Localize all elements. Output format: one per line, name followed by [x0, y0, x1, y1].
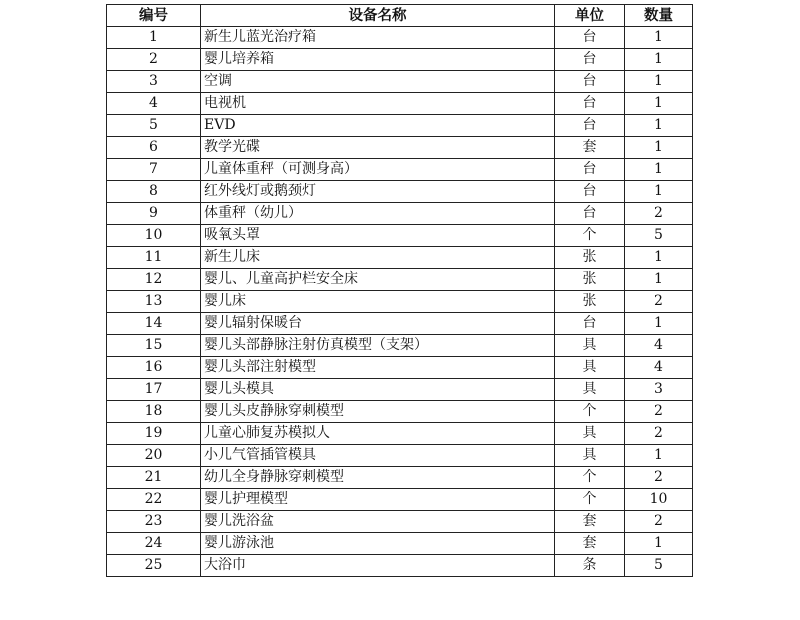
- cell-unit: 张: [555, 269, 625, 291]
- cell-quantity: 1: [625, 159, 693, 181]
- cell-name: 小儿气管插管模具: [201, 445, 555, 467]
- cell-name: 电视机: [201, 93, 555, 115]
- table-row: [107, 357, 693, 379]
- cell-quantity: 1: [625, 71, 693, 93]
- cell-unit: 具: [555, 357, 625, 379]
- cell-unit: 台: [555, 49, 625, 71]
- table-row: [107, 423, 693, 445]
- cell-name: 空调: [201, 71, 555, 93]
- cell-name: 吸氧头罩: [201, 225, 555, 247]
- cell-number: 1: [107, 27, 201, 49]
- cell-name: 儿童心肺复苏模拟人: [201, 423, 555, 445]
- table-row: [107, 181, 693, 203]
- cell-quantity: 1: [625, 115, 693, 137]
- cell-number: 7: [107, 159, 201, 181]
- cell-number: 6: [107, 137, 201, 159]
- cell-unit: 具: [555, 335, 625, 357]
- cell-quantity: 1: [625, 49, 693, 71]
- cell-unit: 张: [555, 291, 625, 313]
- cell-name: 幼儿全身静脉穿刺模型: [201, 467, 555, 489]
- cell-quantity: 4: [625, 335, 693, 357]
- cell-unit: 具: [555, 379, 625, 401]
- cell-name: 婴儿辐射保暖台: [201, 313, 555, 335]
- cell-number: 20: [107, 445, 201, 467]
- cell-unit: 套: [555, 137, 625, 159]
- cell-unit: 台: [555, 27, 625, 49]
- cell-number: 25: [107, 555, 201, 577]
- cell-name: 新生儿蓝光治疗箱: [201, 27, 555, 49]
- header-number: 编号: [107, 5, 201, 27]
- cell-unit: 条: [555, 555, 625, 577]
- cell-number: 9: [107, 203, 201, 225]
- cell-number: 13: [107, 291, 201, 313]
- cell-name: 婴儿头模具: [201, 379, 555, 401]
- cell-quantity: 1: [625, 445, 693, 467]
- cell-number: 8: [107, 181, 201, 203]
- cell-name: 婴儿头部注射模型: [201, 357, 555, 379]
- cell-name: 新生儿床: [201, 247, 555, 269]
- cell-quantity: 2: [625, 423, 693, 445]
- cell-name: 体重秤（幼儿）: [201, 203, 555, 225]
- table-row: [107, 247, 693, 269]
- cell-quantity: 2: [625, 203, 693, 225]
- cell-number: 3: [107, 71, 201, 93]
- header-name: 设备名称: [201, 5, 555, 27]
- cell-number: 16: [107, 357, 201, 379]
- cell-quantity: 5: [625, 555, 693, 577]
- table-row: [107, 137, 693, 159]
- table-row: [107, 291, 693, 313]
- cell-name: 婴儿培养箱: [201, 49, 555, 71]
- cell-name: 婴儿头皮静脉穿刺模型: [201, 401, 555, 423]
- cell-name: 婴儿、儿童高护栏安全床: [201, 269, 555, 291]
- cell-number: 4: [107, 93, 201, 115]
- cell-name: 教学光碟: [201, 137, 555, 159]
- table-row: [107, 489, 693, 511]
- table-row: [107, 555, 693, 577]
- cell-unit: 张: [555, 247, 625, 269]
- cell-unit: 台: [555, 71, 625, 93]
- table-row: [107, 71, 693, 93]
- cell-unit: 个: [555, 401, 625, 423]
- cell-number: 14: [107, 313, 201, 335]
- equipment-table: [106, 4, 693, 577]
- cell-number: 22: [107, 489, 201, 511]
- cell-quantity: 3: [625, 379, 693, 401]
- table-row: [107, 335, 693, 357]
- cell-number: 11: [107, 247, 201, 269]
- cell-name: 婴儿头部静脉注射仿真模型（支架）: [201, 335, 555, 357]
- table-row: [107, 313, 693, 335]
- cell-unit: 台: [555, 159, 625, 181]
- cell-unit: 个: [555, 225, 625, 247]
- cell-number: 23: [107, 511, 201, 533]
- cell-unit: 具: [555, 445, 625, 467]
- cell-name: 婴儿床: [201, 291, 555, 313]
- table-body: [107, 27, 693, 577]
- table-row: [107, 445, 693, 467]
- table-row: [107, 159, 693, 181]
- cell-quantity: 1: [625, 181, 693, 203]
- cell-number: 18: [107, 401, 201, 423]
- cell-number: 17: [107, 379, 201, 401]
- cell-number: 5: [107, 115, 201, 137]
- cell-quantity: 2: [625, 291, 693, 313]
- cell-unit: 套: [555, 511, 625, 533]
- cell-quantity: 1: [625, 313, 693, 335]
- cell-number: 19: [107, 423, 201, 445]
- cell-number: 24: [107, 533, 201, 555]
- table-row: [107, 115, 693, 137]
- table-row: [107, 401, 693, 423]
- cell-number: 10: [107, 225, 201, 247]
- table-row: [107, 269, 693, 291]
- cell-name: EVD: [201, 115, 555, 137]
- cell-unit: 台: [555, 181, 625, 203]
- cell-name: 婴儿洗浴盆: [201, 511, 555, 533]
- cell-quantity: 2: [625, 467, 693, 489]
- cell-quantity: 2: [625, 511, 693, 533]
- cell-name: 婴儿护理模型: [201, 489, 555, 511]
- table-row: [107, 49, 693, 71]
- table-row: [107, 533, 693, 555]
- cell-quantity: 1: [625, 27, 693, 49]
- header-quantity: 数量: [625, 5, 693, 27]
- header-unit: 单位: [555, 5, 625, 27]
- table-row: [107, 225, 693, 247]
- cell-quantity: 1: [625, 93, 693, 115]
- cell-quantity: 1: [625, 269, 693, 291]
- cell-quantity: 4: [625, 357, 693, 379]
- table-row: [107, 203, 693, 225]
- cell-unit: 套: [555, 533, 625, 555]
- cell-unit: 台: [555, 115, 625, 137]
- cell-quantity: 2: [625, 401, 693, 423]
- table-row: [107, 27, 693, 49]
- cell-quantity: 1: [625, 247, 693, 269]
- cell-quantity: 1: [625, 137, 693, 159]
- table-header-row: [107, 5, 693, 27]
- cell-name: 儿童体重秤（可测身高）: [201, 159, 555, 181]
- cell-number: 12: [107, 269, 201, 291]
- table-row: [107, 379, 693, 401]
- table-row: [107, 467, 693, 489]
- cell-name: 婴儿游泳池: [201, 533, 555, 555]
- cell-unit: 台: [555, 93, 625, 115]
- cell-name: 红外线灯或鹅颈灯: [201, 181, 555, 203]
- cell-unit: 具: [555, 423, 625, 445]
- cell-number: 21: [107, 467, 201, 489]
- cell-unit: 个: [555, 467, 625, 489]
- table-row: [107, 511, 693, 533]
- cell-number: 15: [107, 335, 201, 357]
- cell-quantity: 1: [625, 533, 693, 555]
- cell-unit: 台: [555, 313, 625, 335]
- cell-unit: 个: [555, 489, 625, 511]
- cell-name: 大浴巾: [201, 555, 555, 577]
- cell-number: 2: [107, 49, 201, 71]
- cell-quantity: 5: [625, 225, 693, 247]
- cell-unit: 台: [555, 203, 625, 225]
- table-row: [107, 93, 693, 115]
- cell-quantity: 10: [625, 489, 693, 511]
